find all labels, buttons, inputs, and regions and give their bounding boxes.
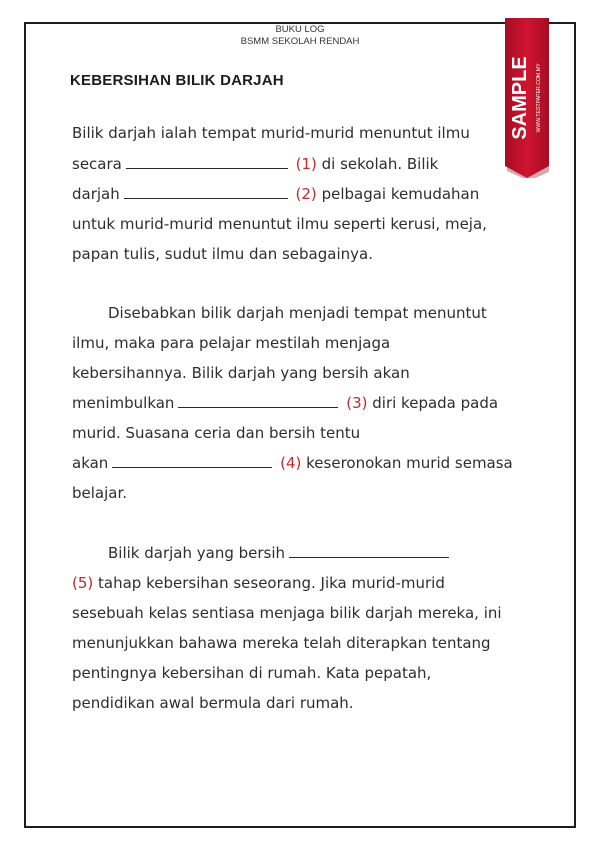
text-fragment: menimbulkan (72, 394, 175, 412)
text-line: sesebuah kelas sentiasa menjaga bilik darjah mereka, ini (72, 604, 502, 622)
text-line: untuk murid-murid menuntut ilmu seperti kerusi, meja, (72, 215, 487, 233)
blank-5[interactable] (289, 544, 449, 558)
ribbon-label: SAMPLE (509, 56, 531, 140)
sample-ribbon (505, 18, 549, 178)
blank-number: (5) (72, 574, 94, 592)
text-line: pentingnya kebersihan di rumah. Kata pepatah, (72, 664, 432, 682)
blank-1[interactable] (126, 155, 288, 169)
text-line: papan tulis, sudut ilmu dan sebagainya. (72, 245, 373, 263)
text-fragment: di sekolah. Bilik (321, 155, 439, 173)
text-line (72, 155, 438, 173)
text-line: pendidikan awal bermula dari rumah. (72, 694, 354, 712)
text-fragment: secara (72, 155, 122, 173)
blank-number: (2) (295, 185, 317, 203)
text-line (72, 185, 479, 203)
text-line: Disebabkan bilik darjah menjadi tempat menuntut (108, 304, 487, 322)
ribbon-url: WWW.TESTPAPER.COM.MY (536, 63, 542, 133)
text-fragment: darjah (72, 185, 120, 203)
text-fragment: akan (72, 454, 109, 472)
blank-2[interactable] (124, 185, 288, 199)
text-line: Bilik darjah ialah tempat murid-murid menuntut ilmu (72, 124, 470, 142)
text-line: menunjukkan bahawa mereka telah diterapkan tentang (72, 634, 491, 652)
page-title: KEBERSIHAN BILIK DARJAH (70, 72, 284, 89)
blank-number: (4) (280, 454, 302, 472)
text-line (72, 394, 498, 412)
text-line: ilmu, maka para pelajar mestilah menjaga (72, 334, 391, 352)
text-fragment: pelbagai kemudahan (321, 185, 480, 203)
text-fragment: keseronokan murid semasa (306, 454, 513, 472)
text-line: kebersihannya. Bilik darjah yang bersih akan (72, 364, 410, 382)
text-fragment: Bilik darjah yang bersih (108, 544, 286, 562)
text-line (72, 574, 445, 592)
text-line: murid. Suasana ceria dan bersih tentu (72, 424, 361, 442)
blank-3[interactable] (178, 394, 338, 408)
header-subtitle: BSMM SEKOLAH RENDAH (240, 36, 360, 47)
text-fragment: tahap kebersihan seseorang. Jika murid-murid (98, 574, 445, 592)
text-fragment: diri kepada pada (372, 394, 499, 412)
blank-number: (3) (346, 394, 368, 412)
text-line: belajar. (72, 484, 128, 502)
text-line (72, 454, 513, 472)
header-title: BUKU LOG (275, 24, 325, 35)
text-line (108, 544, 452, 562)
blank-number: (1) (295, 155, 317, 173)
blank-4[interactable] (112, 454, 272, 468)
